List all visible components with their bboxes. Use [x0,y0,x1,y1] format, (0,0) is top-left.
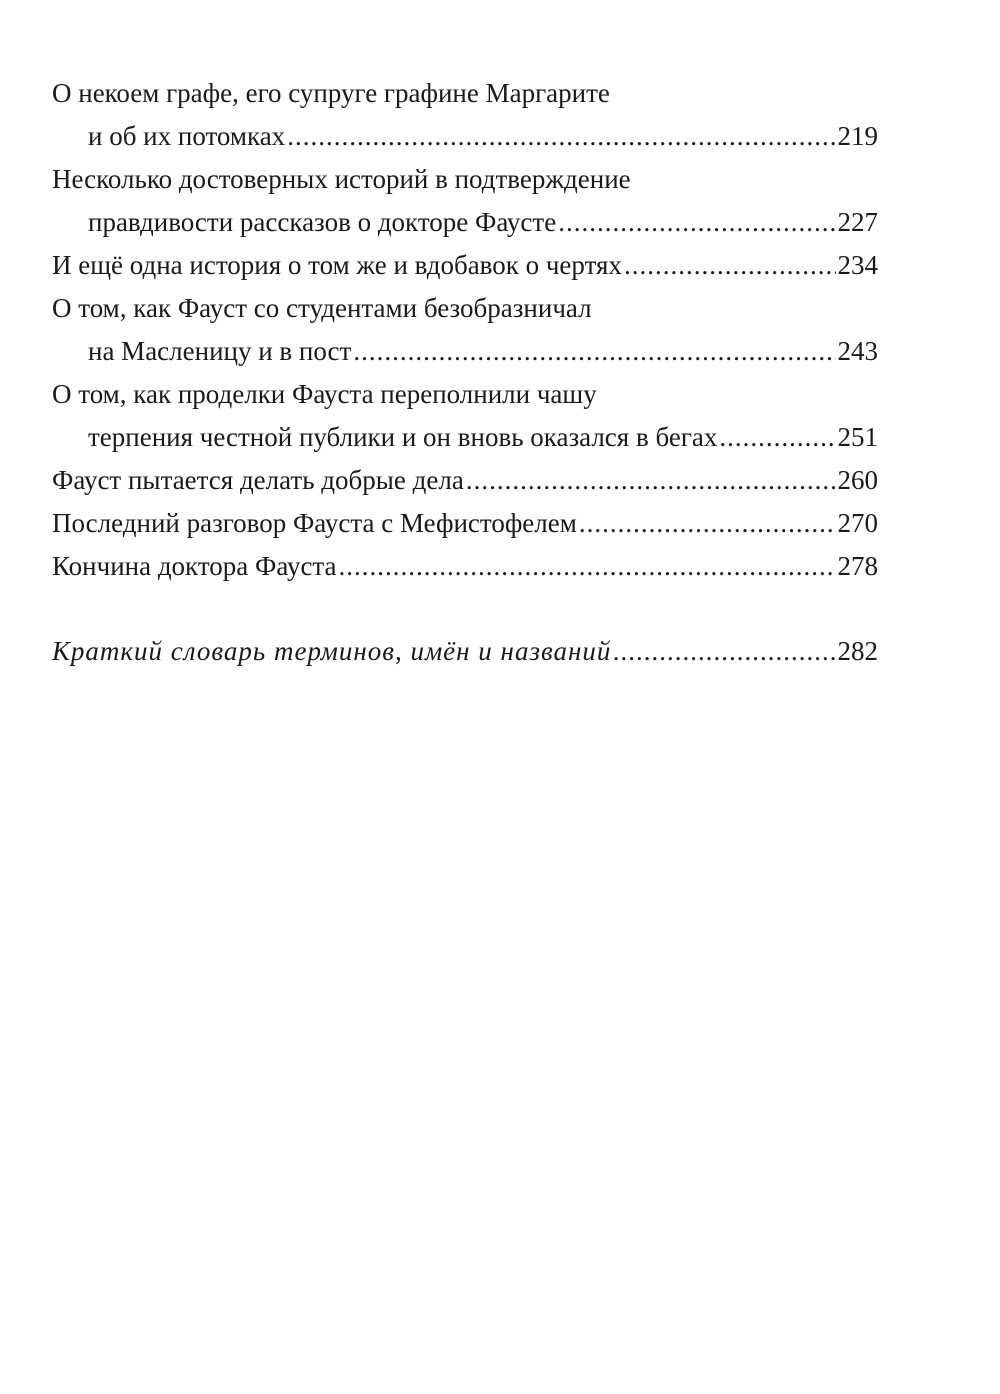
section-spacer [52,588,878,630]
dot-leader [287,115,835,158]
dot-leader [719,416,835,459]
toc-entry-title: терпения честной публики и он вновь оказался в бегах [88,422,718,452]
dot-leader [466,459,836,502]
toc-entry-page-number: 270 [837,508,878,538]
toc-entry-title: И ещё одна история о том же и вдобавок о чертях [52,250,622,280]
toc-entry[interactable] [52,244,878,287]
toc-entry-title-line [52,72,878,115]
glossary-title: Краткий словарь терминов, имён и названий [52,636,612,666]
toc-entry-glossary[interactable] [52,630,878,673]
toc-entry-title-continuation[interactable] [52,115,878,158]
toc-entry-title-continuation[interactable] [52,330,878,373]
toc-entry-page-number: 243 [837,336,878,366]
toc-entry-title: и об их потомках [88,121,286,151]
toc-entry[interactable] [52,545,878,588]
dot-leader [579,502,836,545]
toc-entry-title: О том, как проделки Фауста переполнили чашу [52,379,597,409]
toc-entry-title-continuation[interactable] [52,416,878,459]
dot-leader [558,201,835,244]
dot-leader [353,330,835,373]
toc-entry-page-number: 278 [837,551,878,581]
toc-entry-page-number: 227 [837,207,878,237]
toc-entry-page-number: 251 [837,422,878,452]
toc-entry-title: на Масленицу и в пост [88,336,352,366]
toc-entry-title: Несколько достоверных историй в подтверждение [52,164,631,194]
toc-entry-page-number: 234 [837,250,878,280]
toc-entry-title-line [52,158,878,201]
dot-leader [613,630,835,673]
toc-entry-title: правдивости рассказов о докторе Фаусте [88,207,557,237]
toc-entry-title: О некоем графе, его супруге графине Маргарите [52,78,610,108]
toc-entry-title: О том, как Фауст со студентами безобразничал [52,293,592,323]
toc-entry-page-number: 260 [837,465,878,495]
dot-leader [339,545,836,588]
toc-entry-title-continuation[interactable] [52,201,878,244]
dot-leader [624,244,836,287]
table-of-contents [52,72,878,673]
toc-entry-title: Кончина доктора Фауста [52,551,337,581]
toc-entry[interactable] [52,459,878,502]
toc-entry-title-line [52,373,878,416]
glossary-page-number: 282 [837,636,878,666]
toc-entry-title: Фауст пытается делать добрые дела [52,465,464,495]
toc-entry[interactable] [52,502,878,545]
toc-entry-page-number: 219 [837,121,878,151]
toc-entry-title: Последний разговор Фауста с Мефистофелем [52,508,577,538]
toc-entry-title-line [52,287,878,330]
